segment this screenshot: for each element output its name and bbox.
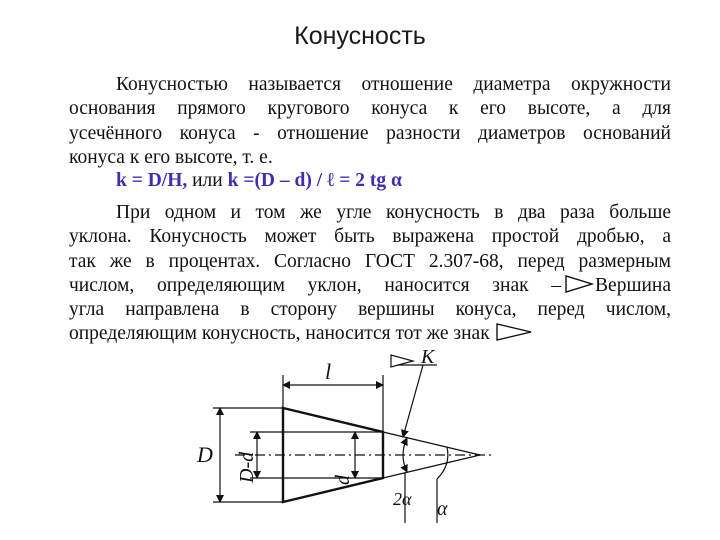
gost-line-4-vertex: Вершина	[595, 274, 671, 296]
taper-sign-icon	[495, 323, 533, 341]
formula-connector: или	[187, 170, 228, 191]
gost-line-6-text: определяющим конусность, наносится тот же знак	[69, 323, 490, 345]
label-D-minus-d: D-d	[236, 451, 258, 483]
cone-drawing	[175, 345, 525, 535]
definition-line-4: конуса к его высоте, т. е.	[69, 146, 273, 168]
definition-line-2: основания прямого кругового конуса к его высоте, а для	[69, 98, 671, 120]
label-K: K	[421, 346, 435, 368]
taper-leader	[403, 365, 423, 437]
slope-sign-icon	[561, 275, 595, 293]
definition-paragraph	[69, 73, 671, 170]
definition-line-1: Конусностью называется отношение диаметра окружности	[116, 74, 671, 95]
formula-k-ratio: k = D/H,	[116, 170, 188, 191]
gost-line-1: При одном и том же угле конусность в два раза больше	[116, 202, 671, 223]
angle-alpha-arc	[437, 447, 448, 479]
gost-line-4-text: числом, определяющим уклон, наносится знак –	[69, 274, 562, 296]
page-title: Конусность	[294, 22, 426, 50]
gost-line-5: угла направлена в сторону вершины конуса, перед числом,	[69, 299, 671, 321]
label-l: l	[325, 359, 332, 384]
gost-line-4	[69, 274, 671, 298]
apex-line-bottom	[383, 455, 480, 478]
taper-formula	[116, 170, 402, 192]
label-alpha: α	[437, 498, 448, 520]
gost-line-3: так же в процентах. Согласно ГОСТ 2.307-68, перед размерным	[69, 250, 671, 272]
gost-line-6	[69, 322, 671, 346]
label-d: d	[332, 475, 354, 485]
gost-paragraph	[69, 201, 671, 347]
gost-line-2: уклона. Конусность может быть выражена простой дробью, а	[69, 226, 671, 248]
formula-k-tangent: k =(D – d) / ℓ = 2 tg α	[227, 170, 402, 191]
apex-line-top	[383, 432, 480, 455]
label-2alpha: 2α	[393, 489, 412, 509]
definition-line-3: усечённого конуса - отношение разности диаметров оснований	[69, 122, 671, 144]
label-D: D	[197, 442, 213, 467]
